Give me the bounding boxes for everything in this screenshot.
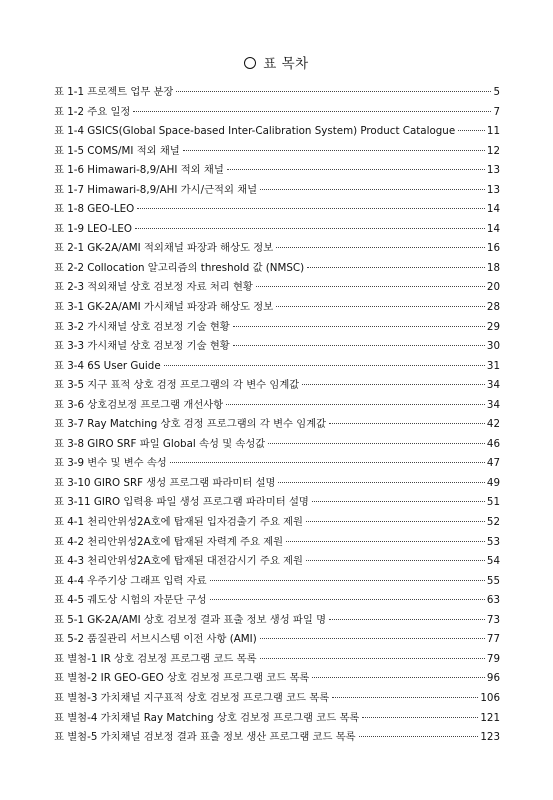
- toc-entry-label: 표 3-6 상호검보정 프로그램 개선사항: [54, 398, 224, 411]
- toc-entry[interactable]: [54, 83, 500, 103]
- toc-entry-page-number: 20: [486, 281, 500, 294]
- toc-heading: 표 목차: [263, 56, 309, 72]
- dot-leader: [233, 326, 485, 327]
- toc-entry-page-number: 55: [486, 574, 500, 587]
- toc-entry[interactable]: [54, 728, 500, 748]
- toc-entry-page-number: 5: [493, 86, 500, 98]
- toc-entry-page-number: 14: [486, 203, 500, 216]
- toc-entry-page-number: 42: [486, 418, 500, 431]
- toc-entry-label: 표 4-2 천리안위성2A호에 탑재된 자력계 주요 제원: [54, 535, 284, 548]
- toc-entry[interactable]: [54, 337, 500, 357]
- dot-leader: [359, 736, 479, 737]
- toc-entry-page-number: 77: [486, 633, 500, 646]
- dot-leader: [268, 443, 485, 444]
- dot-leader: [210, 580, 485, 581]
- dot-leader: [306, 560, 485, 561]
- toc-entry-page-number: 121: [480, 711, 500, 724]
- dot-leader: [170, 462, 485, 463]
- toc-entry-label: 표 3-8 GIRO SRF 파일 Global 속성 및 속성값: [54, 437, 266, 450]
- toc-entry-label: 표 별첨-1 IR 상호 검보정 프로그램 코드 목록: [54, 652, 257, 665]
- dot-leader: [133, 111, 491, 112]
- toc-entry[interactable]: [54, 376, 500, 396]
- dot-leader: [164, 365, 485, 366]
- toc-entry[interactable]: [54, 142, 500, 162]
- toc-entry[interactable]: [54, 552, 500, 572]
- toc-entry[interactable]: [54, 435, 500, 455]
- toc-entry[interactable]: [54, 689, 500, 709]
- toc-entry[interactable]: [54, 357, 500, 377]
- toc-entry-page-number: 96: [486, 672, 500, 685]
- toc-entry-page-number: 53: [486, 535, 500, 548]
- toc-entry-label: 표 2-1 GK-2A/AMI 적외채널 파장과 해상도 정보: [54, 242, 274, 255]
- toc-entry-label: 표 3-7 Ray Matching 상호 검정 프로그램의 각 변수 임계값: [54, 418, 327, 431]
- toc-entry-page-number: 13: [486, 164, 500, 177]
- toc-entry-page-number: 79: [486, 652, 500, 665]
- toc-entry-label: 표 1-5 COMS/MI 적외 채널: [54, 144, 180, 157]
- toc-entry[interactable]: [54, 591, 500, 611]
- toc-entry[interactable]: [54, 103, 500, 123]
- toc-entry-page-number: 16: [486, 242, 500, 255]
- toc-entry[interactable]: [54, 298, 500, 318]
- toc-entry[interactable]: [54, 474, 500, 494]
- toc-entry-label: 표 3-1 GK-2A/AMI 가시채널 파장과 해상도 정보: [54, 301, 274, 314]
- toc-entry-label: 표 4-4 우주기상 그래프 입력 자료: [54, 574, 207, 587]
- toc-entry[interactable]: [54, 572, 500, 592]
- toc-entry-page-number: 54: [486, 555, 500, 568]
- toc-entry[interactable]: [54, 278, 500, 298]
- toc-entry[interactable]: [54, 611, 500, 631]
- dot-leader: [260, 658, 485, 659]
- toc-entry[interactable]: [54, 318, 500, 338]
- toc-entry[interactable]: [54, 513, 500, 533]
- toc-entry[interactable]: [54, 239, 500, 259]
- toc-entry-label: 표 3-2 가시채널 상호 검보정 기술 현황: [54, 320, 230, 333]
- toc-entry-label: 표 1-7 Himawari-8,9/AHI 가시/근적외 채널: [54, 183, 258, 196]
- dot-leader: [135, 228, 485, 229]
- dot-leader: [278, 482, 484, 483]
- toc-entry-label: 표 3-4 6S User Guide: [54, 359, 161, 372]
- toc-entry-page-number: 47: [486, 457, 500, 470]
- dot-leader: [329, 423, 485, 424]
- toc-entry-page-number: 49: [486, 476, 500, 489]
- dot-leader: [329, 619, 485, 620]
- toc-entry-label: 표 별첨-3 가치채널 지구표적 상호 검보정 프로그램 코드 목록: [54, 691, 330, 704]
- toc-entry[interactable]: [54, 669, 500, 689]
- toc-entry[interactable]: [54, 200, 500, 220]
- dot-leader: [306, 521, 485, 522]
- circle-bullet-icon: [244, 57, 256, 69]
- dot-leader: [137, 208, 485, 209]
- toc-entry-page-number: 28: [486, 301, 500, 314]
- toc-entry-page-number: 34: [486, 379, 500, 392]
- toc-entry-page-number: 13: [486, 183, 500, 196]
- dot-leader: [210, 599, 485, 600]
- dot-leader: [227, 169, 485, 170]
- toc-entry-page-number: 31: [486, 359, 500, 372]
- toc-entry[interactable]: [54, 161, 500, 181]
- toc-entry-page-number: 52: [486, 516, 500, 529]
- dot-leader: [256, 286, 485, 287]
- dot-leader: [312, 677, 485, 678]
- toc-entry[interactable]: [54, 493, 500, 513]
- dot-leader: [233, 345, 485, 346]
- toc-entry-page-number: 46: [486, 437, 500, 450]
- toc-entry-page-number: 18: [486, 261, 500, 274]
- dot-leader: [307, 267, 485, 268]
- toc-entry-label: 표 별첨-2 IR GEO-GEO 상호 검보정 프로그램 코드 목록: [54, 672, 310, 685]
- dot-leader: [183, 150, 485, 151]
- toc-entry-label: 표 4-3 천리안위성2A호에 탑재된 대전감시기 주요 제원: [54, 555, 303, 568]
- toc-entry-page-number: 106: [480, 691, 500, 704]
- dot-leader: [362, 717, 478, 718]
- toc-entry-label: 표 별첨-5 가치채널 검보정 결과 표출 정보 생산 프로그램 코드 목록: [54, 731, 356, 744]
- toc-entry-label: 표 1-8 GEO-LEO: [54, 203, 135, 216]
- toc-entry-label: 표 3-11 GIRO 입력용 파일 생성 프로그램 파라미터 설명: [54, 496, 309, 509]
- toc-entry-label: 표 5-1 GK-2A/AMI 상호 검보정 결과 표출 정보 생성 파일 명: [54, 613, 327, 626]
- toc-entry-page-number: 123: [480, 731, 500, 744]
- dot-leader: [312, 501, 485, 502]
- toc-entry-page-number: 34: [486, 398, 500, 411]
- toc-entry[interactable]: [54, 709, 500, 729]
- toc-entry[interactable]: [54, 259, 500, 279]
- toc-entry-page-number: 14: [486, 222, 500, 235]
- toc-entry-page-number: 29: [486, 320, 500, 333]
- toc-entry[interactable]: [54, 181, 500, 201]
- toc-entry[interactable]: [54, 650, 500, 670]
- dot-leader: [458, 130, 485, 131]
- toc-entry[interactable]: [54, 396, 500, 416]
- toc-entry-label: 표 3-10 GIRO SRF 생성 프로그램 파라미터 설명: [54, 476, 276, 489]
- toc-entry-label: 표 4-5 궤도상 시험의 자문단 구성: [54, 594, 207, 607]
- toc-entry-page-number: 63: [486, 594, 500, 607]
- table-of-contents-list: [54, 83, 500, 748]
- toc-entry-label: 표 5-2 품질관리 서브시스템 이전 사항 (AMI): [54, 633, 257, 646]
- dot-leader: [332, 697, 478, 698]
- dot-leader: [260, 638, 485, 639]
- toc-entry-label: 표 2-2 Collocation 알고리즘의 threshold 값 (NMSC): [54, 261, 305, 274]
- toc-entry-label: 표 2-3 적외채널 상호 검보정 자료 처리 현황: [54, 281, 253, 294]
- toc-entry[interactable]: [54, 415, 500, 435]
- toc-entry-label: 표 3-5 지구 표적 상호 검정 프로그램의 각 변수 임계값: [54, 379, 300, 392]
- toc-entry-page-number: 7: [493, 105, 500, 118]
- toc-entry[interactable]: [54, 454, 500, 474]
- toc-entry[interactable]: [54, 220, 500, 240]
- toc-entry-label: 표 1-9 LEO-LEO: [54, 222, 133, 235]
- toc-entry-page-number: 73: [486, 613, 500, 626]
- toc-entry[interactable]: [54, 630, 500, 650]
- dot-leader: [276, 306, 485, 307]
- toc-entry-page-number: 51: [486, 496, 500, 509]
- toc-title: [0, 52, 553, 72]
- toc-entry-page-number: 12: [486, 144, 500, 157]
- toc-entry-label: 표 1-6 Himawari-8,9/AHI 적외 채널: [54, 164, 224, 177]
- toc-entry-label: 표 별첨-4 가치채널 Ray Matching 상호 검보정 프로그램 코드 목록: [54, 711, 360, 724]
- toc-entry[interactable]: [54, 122, 500, 142]
- dot-leader: [286, 541, 485, 542]
- toc-entry-label: 표 3-3 가시채널 상호 검보정 기술 현황: [54, 340, 230, 353]
- toc-entry-label: 표 1-2 주요 일정: [54, 105, 131, 118]
- toc-entry-label: 표 1-1 프로젝트 업무 분장: [54, 86, 174, 98]
- dot-leader: [302, 384, 485, 385]
- dot-leader: [226, 404, 485, 405]
- dot-leader: [276, 247, 485, 248]
- toc-entry-page-number: 30: [486, 340, 500, 353]
- toc-entry-label: 표 3-9 변수 및 변수 속성: [54, 457, 167, 470]
- dot-leader: [176, 91, 491, 92]
- toc-entry[interactable]: [54, 533, 500, 553]
- toc-entry-label: 표 1-4 GSICS(Global Space-based Inter-Calibration System) Product Catalogue: [54, 125, 456, 138]
- toc-entry-label: 표 4-1 천리안위성2A호에 탑재된 입자검출기 주요 제원: [54, 516, 303, 529]
- dot-leader: [260, 189, 485, 190]
- toc-entry-page-number: 11: [486, 125, 500, 138]
